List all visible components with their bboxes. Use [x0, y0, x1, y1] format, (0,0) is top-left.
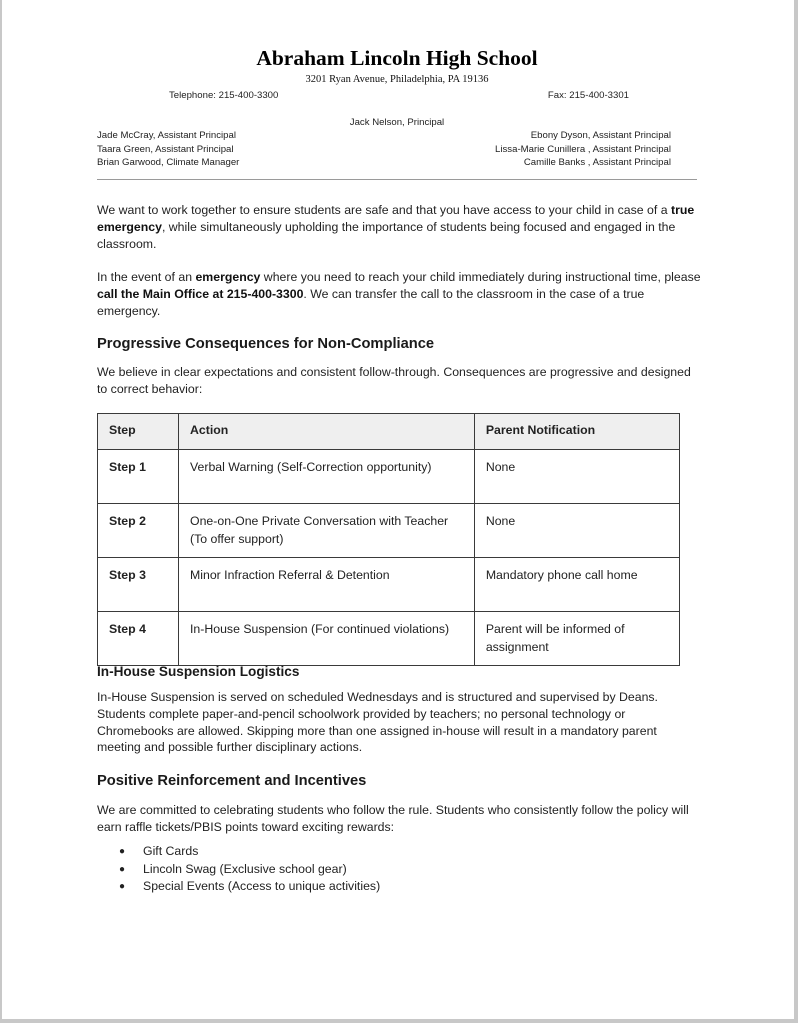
- fax-number: Fax: 215-400-3301: [547, 90, 629, 101]
- intro-paragraph-emergency: [97, 269, 701, 319]
- action-cell: Minor Infraction Referral & Detention: [179, 558, 475, 612]
- bullet-icon: ●: [119, 863, 126, 875]
- incentives-heading: Positive Reinforcement and Incentives: [97, 773, 367, 789]
- notification-cell: Mandatory phone call home: [474, 558, 679, 612]
- column-header-action: Action: [179, 414, 475, 450]
- intro-paragraph-safety: [97, 202, 701, 252]
- table-row: [98, 612, 680, 666]
- step-cell: Step 3: [98, 558, 179, 612]
- staff-member: Camille Banks , Assistant Principal: [523, 157, 671, 169]
- staff-member: Brian Garwood, Climate Manager: [97, 157, 240, 169]
- consequences-heading: Progressive Consequences for Non-Compliance: [97, 336, 435, 352]
- action-cell: In-House Suspension (For continued violations): [179, 612, 475, 666]
- staff-member: Lissa-Marie Cunillera , Assistant Principal: [495, 143, 671, 155]
- principal-name: Jack Nelson, Principal: [349, 117, 445, 128]
- step-cell: Step 2: [98, 504, 179, 558]
- step-cell: Step 1: [98, 450, 179, 504]
- step-cell: Step 4: [98, 612, 179, 666]
- emphasis-call-main-office: call the Main Office at 215-400-3300: [97, 286, 304, 301]
- notification-cell: None: [474, 450, 679, 504]
- consequences-table: [97, 413, 680, 666]
- text-run: , while simultaneously upholding the importance of students being focused and engaged in the classroom.: [97, 219, 676, 251]
- reward-label: Lincoln Swag (Exclusive school gear): [143, 861, 347, 876]
- header-divider: [97, 179, 697, 180]
- list-item: [97, 878, 380, 896]
- action-cell: Verbal Warning (Self-Correction opportunity): [179, 450, 475, 504]
- text-run: We want to work together to ensure students are safe and that you have access to your child in case of a: [97, 203, 671, 217]
- rewards-list: [97, 843, 380, 896]
- staff-list-left: [97, 129, 239, 170]
- table-row: [98, 504, 680, 558]
- emphasis-emergency: emergency: [195, 270, 261, 284]
- text-run: . We can transfer the call to the classroom in the case of a true emergency.: [97, 286, 645, 318]
- column-header-parent-notification: Parent Notification: [474, 414, 679, 450]
- logistics-heading: In-House Suspension Logistics: [97, 664, 300, 679]
- logistics-paragraph: In-House Suspension is served on scheduled Wednesdays and is structured and supervised by Deans. Students complete paper-and-pencil schoolwork provided by teachers; no personal technology or Chromebooks are allowed. Skipping more than one assigned in-house will result in a mandatory parent meeting and possible further disciplinary actions.: [97, 690, 658, 755]
- staff-member: Jade McCray, Assistant Principal: [97, 130, 236, 141]
- staff-member: Taara Green, Assistant Principal: [97, 143, 234, 155]
- staff-list-right: [495, 129, 671, 170]
- staff-member: Ebony Dyson, Assistant Principal: [530, 130, 671, 141]
- school-name: Abraham Lincoln High School: [256, 46, 538, 70]
- reward-label: Gift Cards: [143, 844, 199, 858]
- text-run: where you need to reach your child immediately during instructional time, please: [260, 270, 701, 284]
- list-item: [97, 861, 380, 879]
- list-item: [97, 843, 380, 861]
- incentives-paragraph: We are committed to celebrating students who follow the rule. Students who consistently follow the policy will earn raffle tickets/PBIS points toward exciting rewards:: [97, 803, 689, 834]
- table-header-row: [98, 414, 680, 450]
- telephone-number: Telephone: 215-400-3300: [169, 90, 279, 101]
- table-row: [98, 558, 680, 612]
- column-header-step: Step: [98, 414, 179, 450]
- table-row: [98, 450, 680, 504]
- bullet-icon: ●: [119, 881, 126, 892]
- notification-cell: Parent will be informed of assignment: [474, 612, 679, 666]
- notification-cell: None: [474, 504, 679, 558]
- text-run: In the event of an: [97, 270, 196, 284]
- emphasis-true-emergency: true emergency: [97, 203, 695, 234]
- bullet-icon: ●: [119, 846, 126, 857]
- school-address: 3201 Ryan Avenue, Philadelphia, PA 19136: [305, 74, 489, 85]
- action-cell: One-on-One Private Conversation with Teacher (To offer support): [179, 504, 475, 558]
- reward-label: Special Events (Access to unique activities): [143, 879, 381, 893]
- consequences-description: We believe in clear expectations and consistent follow-through. Consequences are progressive and designed to correct behavior:: [97, 365, 691, 396]
